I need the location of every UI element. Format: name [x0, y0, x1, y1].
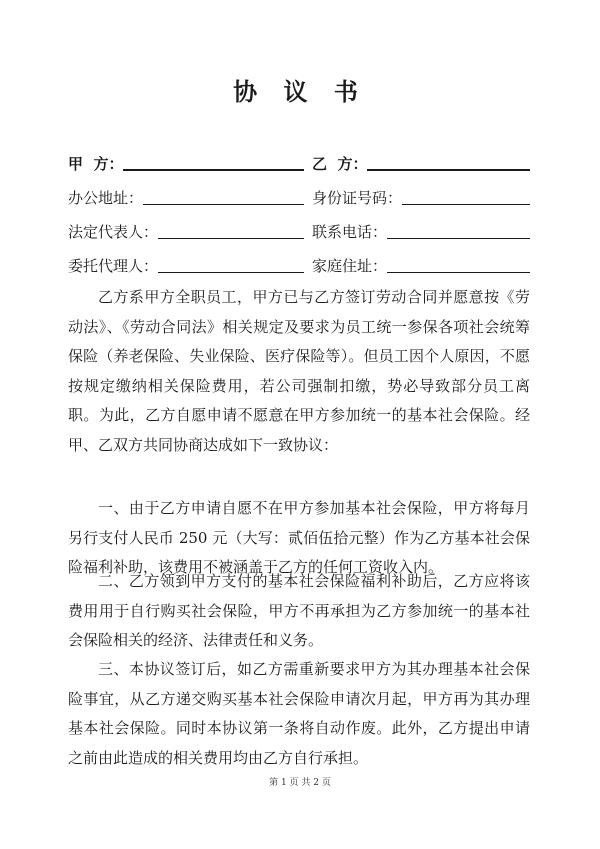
party-a-label: 甲 方： — [68, 155, 124, 173]
id-number-label: 身份证号码： — [312, 189, 403, 207]
legal-rep-field[interactable] — [68, 215, 304, 243]
office-address-blank[interactable] — [143, 186, 304, 205]
party-b-field[interactable] — [312, 147, 530, 175]
home-address-blank[interactable] — [387, 254, 530, 273]
id-number-field[interactable] — [312, 181, 530, 209]
home-address-field[interactable] — [312, 249, 530, 277]
office-address-field[interactable] — [68, 181, 304, 209]
intro-paragraph: 乙方系甲方全职员工，甲方已与乙方签订劳动合同并愿意按《劳动法》、《劳动合同法》相关规定及要求为员工统一参保各项社会统筹保险（养老保险、失业保险、医疗保险等）。但员工因个人原因，不愿按规定缴纳相关保险费用，若公司强制扣缴，势必导致部分员工离职。为此，乙方自愿申请不愿意在甲方参加统一的基本社会保险。经甲、乙双方共同协商达成如下一致协议： — [68, 288, 530, 454]
phone-blank[interactable] — [387, 220, 530, 239]
party-a-blank[interactable] — [123, 151, 304, 171]
legal-rep-label: 法定代表人： — [68, 223, 159, 241]
agent-label: 委托代理人： — [68, 257, 159, 275]
party-b-label: 乙 方： — [312, 155, 368, 173]
party-a-field[interactable] — [68, 147, 304, 175]
id-number-blank[interactable] — [402, 186, 530, 205]
party-b-blank[interactable] — [367, 151, 530, 171]
legal-rep-blank[interactable] — [158, 220, 304, 239]
agent-field[interactable] — [68, 249, 304, 277]
clause-three-paragraph: 三、本协议签订后，如乙方需重新要求甲方为其办理基本社会保险事宜，从乙方递交购买基本社会保险申请次月起，甲方再为其办理基本社会保险。同时本协议第一条将自动作废。此外，乙方提出申请之前由此造成的相关费用均由乙方自行承担。 — [68, 660, 530, 767]
clause-one-paragraph: 一、由于乙方申请自愿不在甲方参加基本社会保险，甲方将每月另行支付人民币 250 元（大写：贰佰伍拾元整）作为乙方基本社会保险福利补助，该费用不被涵盖于乙方的任何工资收入内。 — [68, 499, 530, 576]
page-number-footer: 第 1 页 共 2 页 — [269, 778, 331, 788]
office-address-label: 办公地址： — [68, 189, 144, 207]
phone-label: 联系电话： — [312, 223, 388, 241]
agent-blank[interactable] — [158, 254, 304, 273]
home-address-label: 家庭住址： — [312, 257, 388, 275]
document-title: 协 议 书 — [233, 78, 367, 106]
phone-field[interactable] — [312, 215, 530, 243]
clause-two-paragraph: 二、乙方领到甲方支付的基本社会保险福利补助后，乙方应将该费用用于自行购买社会保险，甲方不再承担为乙方参加统一的基本社会保险相关的经济、法律责任和义务。 — [68, 572, 530, 649]
